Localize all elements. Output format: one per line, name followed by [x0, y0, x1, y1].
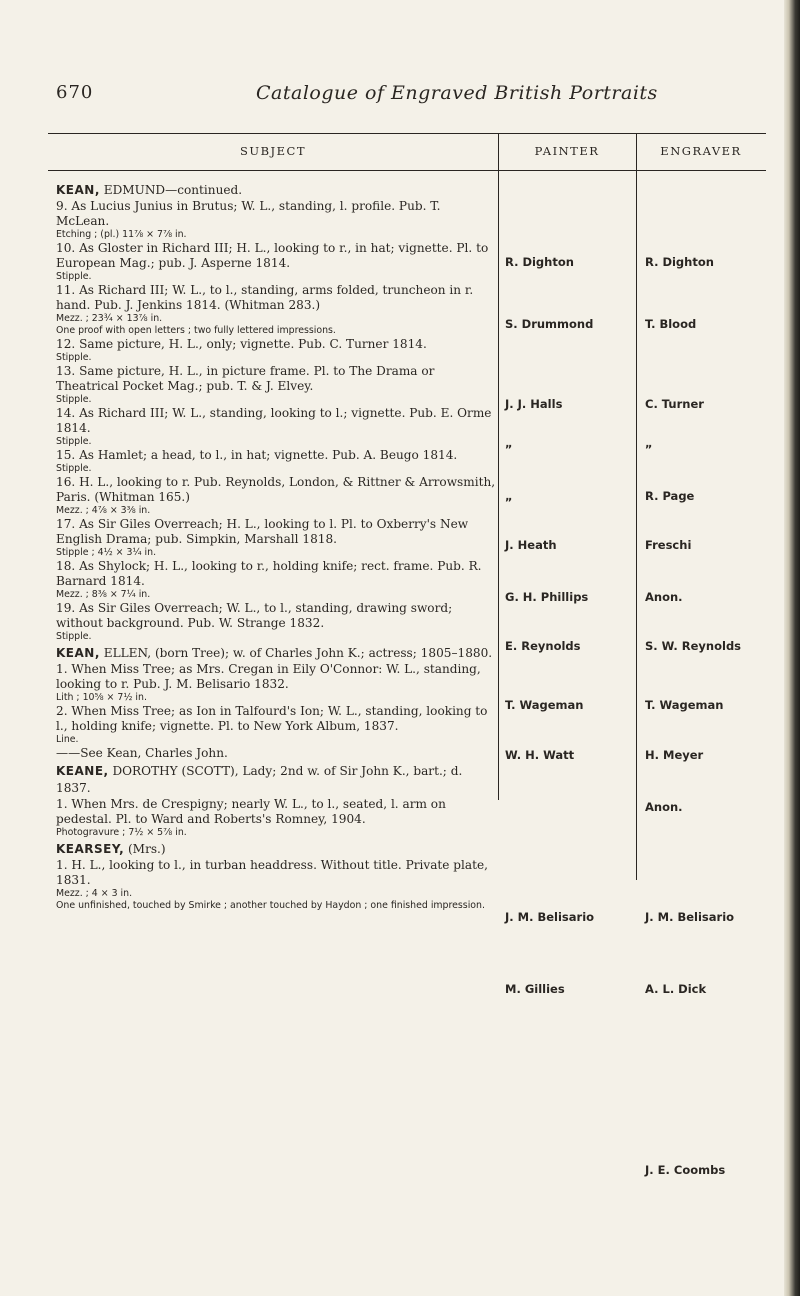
painter-name: S. Drummond	[505, 317, 594, 331]
entry-description: 13. Same picture, H. L., in picture frame. Pl. to The Drama or Theatrical Pocket Mag.; pub. T. & J. Elvey.	[56, 364, 435, 393]
entry-description: 2. When Miss Tree; as Ion in Talfourd's Ion; W. L., standing, looking to l., holding knife; vignette. Pl. to New York Album, 1837.	[56, 704, 488, 733]
catalogue-entry	[56, 364, 496, 406]
sitter-description: EDMUND—continued.	[99, 183, 243, 197]
catalogue-entry	[56, 601, 496, 643]
sitter-description: ELLEN, (born Tree); w. of Charles John K.; actress; 1805–1880.	[99, 646, 493, 660]
section-heading	[56, 763, 496, 797]
entry-description: 12. Same picture, H. L., only; vignette. Pub. C. Turner 1814.	[56, 337, 427, 351]
engraver-name: „	[645, 436, 653, 450]
engraver-name: Anon.	[645, 590, 683, 604]
entry-description: 10. As Gloster in Richard III; H. L., looking to r., in hat; vignette. Pl. to European Mag.; pub. J. Asperne 1814.	[56, 241, 489, 270]
sitter-heading	[56, 763, 496, 797]
engraver-name: H. Meyer	[645, 748, 704, 762]
engraver-name: A. L. Dick	[645, 982, 707, 996]
catalogue-entries	[56, 180, 496, 912]
entry-description: 16. H. L., looking to r. Pub. Reynolds, London, & Rittner & Arrowsmith, Paris. (Whitman 165.)	[56, 475, 496, 504]
engraver-name: C. Turner	[645, 397, 704, 411]
engraver-name: Anon.	[645, 800, 683, 814]
painter-name: „	[505, 436, 513, 450]
catalogue-entry	[56, 475, 496, 517]
catalogue-entry	[56, 199, 496, 241]
painter-name: T. Wageman	[505, 698, 584, 712]
page-number: 670	[56, 82, 94, 103]
column-divider-1	[498, 134, 499, 800]
entry-detail: Stipple.	[56, 271, 92, 282]
painter-name: G. H. Phillips	[505, 590, 589, 604]
sitter-description: (Mrs.)	[124, 842, 166, 856]
sitter-heading	[56, 841, 496, 858]
header-rule	[48, 170, 766, 171]
section-heading	[56, 645, 496, 662]
entry-description: 15. As Hamlet; a head, to l., in hat; vignette. Pub. A. Beugo 1814.	[56, 448, 458, 462]
entry-description: 1. H. L., looking to l., in turban headdress. Without title. Private plate, 1831.	[56, 858, 488, 887]
entry-description: 1. When Mrs. de Crespigny; nearly W. L., to l., seated, l. arm on pedestal. Pl. to Ward and Roberts's Romney, 1904.	[56, 797, 446, 826]
engraver-name: R. Dighton	[645, 255, 714, 269]
entry-detail: Mezz. ; 8⅜ × 7¼ in.	[56, 589, 151, 600]
painter-name: J. J. Halls	[505, 397, 563, 411]
entry-detail: Stipple.	[56, 463, 92, 474]
entry-description: 9. As Lucius Junius in Brutus; W. L., standing, l. profile. Pub. T. McLean.	[56, 199, 441, 228]
sitter-name: KEANE,	[56, 764, 109, 778]
painter-name: „	[505, 489, 513, 503]
entry-description: 17. As Sir Giles Overreach; H. L., looking to l. Pl. to Oxberry's New English Drama; pub. Simpkin, Marshall 1818.	[56, 517, 469, 546]
page-header	[56, 82, 736, 112]
column-header-painter: PAINTER	[534, 144, 600, 158]
section-heading	[56, 182, 496, 199]
entry-detail: Stipple.	[56, 394, 92, 405]
entry-description: 18. As Shylock; H. L., looking to r., holding knife; rect. frame. Pub. R. Barnard 1814.	[56, 559, 482, 588]
top-rule	[48, 133, 766, 134]
painter-name: M. Gillies	[505, 982, 565, 996]
catalogue-entry	[56, 337, 496, 364]
sitter-description: DOROTHY (SCOTT), Lady; 2nd w. of Sir John K., bart.; d. 1837.	[56, 764, 463, 795]
engraver-name: S. W. Reynolds	[645, 639, 742, 653]
column-header-engraver: ENGRAVER	[660, 144, 742, 158]
entry-detail: Mezz. ; 4⅞ × 3⅜ in.	[56, 505, 151, 516]
catalogue-entry	[56, 241, 496, 283]
catalogue-entry	[56, 858, 496, 912]
engraver-name: T. Wageman	[645, 698, 724, 712]
entry-detail: Stipple.	[56, 631, 92, 642]
entry-detail: Stipple.	[56, 436, 92, 447]
entry-detail: One unfinished, touched by Smirke ; another touched by Haydon ; one finished impression.	[56, 900, 485, 911]
book-edge	[784, 0, 800, 1296]
column-header-subject: SUBJECT	[240, 144, 306, 158]
section-heading	[56, 841, 496, 858]
column-divider-2	[636, 134, 637, 880]
catalogue-entry	[56, 797, 496, 839]
engraver-name: Freschi	[645, 538, 692, 552]
painter-name: W. H. Watt	[505, 748, 575, 762]
running-title: Catalogue of Engraved British Portraits	[256, 82, 658, 104]
sitter-name: KEARSEY,	[56, 842, 125, 856]
catalogue-entry	[56, 283, 496, 337]
catalogue-entry	[56, 559, 496, 601]
entry-description: 14. As Richard III; W. L., standing, looking to l.; vignette. Pub. E. Orme 1814.	[56, 406, 492, 435]
entry-description: 19. As Sir Giles Overreach; W. L., to l., standing, drawing sword; without background. Pub. W. Strange 1832.	[56, 601, 453, 630]
engraver-name: J. M. Belisario	[645, 910, 735, 924]
catalogue-entry	[56, 704, 496, 746]
entry-description: 11. As Richard III; W. L., to l., standing, arms folded, truncheon in r. hand. Pub. J. Jenkins 1814. (Whitman 283.)	[56, 283, 474, 312]
cross-reference	[56, 746, 496, 761]
entry-detail: Mezz. ; 4 × 3 in.	[56, 888, 133, 899]
entry-detail: Etching ; (pl.) 11⅞ × 7⅞ in.	[56, 229, 187, 240]
see-reference: ——See Kean, Charles John.	[56, 746, 228, 760]
sitter-heading	[56, 182, 496, 199]
entry-detail: Photogravure ; 7½ × 5⅞ in.	[56, 827, 187, 838]
sitter-name: KEAN,	[56, 646, 100, 660]
sitter-heading	[56, 645, 496, 662]
engraver-name: T. Blood	[645, 317, 697, 331]
catalogue-entry	[56, 662, 496, 704]
painter-name: J. Heath	[505, 538, 557, 552]
painter-name: R. Dighton	[505, 255, 574, 269]
entry-detail: Stipple ; 4½ × 3¼ in.	[56, 547, 157, 558]
entry-detail: Line.	[56, 734, 79, 745]
entry-detail: Stipple.	[56, 352, 92, 363]
entry-detail: Lith ; 10⅝ × 7½ in.	[56, 692, 147, 703]
entry-detail: One proof with open letters ; two fully lettered impressions.	[56, 325, 336, 336]
sitter-name: KEAN,	[56, 183, 100, 197]
engraver-name: R. Page	[645, 489, 695, 503]
painter-name: E. Reynolds	[505, 639, 581, 653]
catalogue-entry	[56, 448, 496, 475]
entry-detail: Mezz. ; 23¾ × 13⅞ in.	[56, 313, 163, 324]
engraver-name: J. E. Coombs	[645, 1163, 726, 1177]
catalogue-entry	[56, 517, 496, 559]
entry-description: 1. When Miss Tree; as Mrs. Cregan in Eily O'Connor: W. L., standing, looking to r. Pub. J. M. Belisario 1832.	[56, 662, 481, 691]
catalogue-entry	[56, 406, 496, 448]
painter-name: J. M. Belisario	[505, 910, 595, 924]
